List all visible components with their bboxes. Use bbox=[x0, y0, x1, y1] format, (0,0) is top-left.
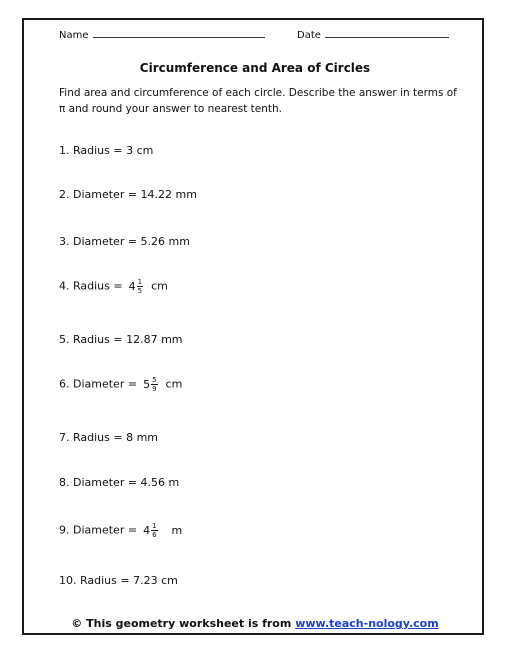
problem-9-denominator: 6 bbox=[152, 531, 157, 539]
problem-4-unit: cm bbox=[151, 279, 168, 293]
problem-2: 2. Diameter = 14.22 mm bbox=[59, 188, 197, 201]
teach-nology-link[interactable]: www.teach-nology.com bbox=[295, 617, 439, 630]
problem-9-prefix: 9. Diameter = bbox=[59, 523, 138, 537]
problem-9-unit: m bbox=[171, 523, 183, 537]
problem-4-numerator: 1 bbox=[137, 278, 143, 286]
problem-5: 5. Radius = 12.87 mm bbox=[59, 333, 183, 346]
problem-4-fraction bbox=[137, 278, 143, 295]
problem-6 bbox=[59, 376, 182, 393]
problem-9 bbox=[59, 522, 182, 539]
problem-9-whole: 4 bbox=[143, 523, 151, 537]
name-blank-line bbox=[93, 37, 265, 38]
problem-8: 8. Diameter = 4.56 m bbox=[59, 476, 180, 489]
problem-1: 1. Radius = 3 cm bbox=[59, 144, 154, 157]
problem-4 bbox=[59, 278, 168, 295]
name-label: Name bbox=[59, 30, 89, 41]
date-label: Date bbox=[297, 30, 321, 41]
name-field bbox=[59, 30, 265, 41]
problem-6-denominator: 9 bbox=[152, 385, 157, 393]
problem-3: 3. Diameter = 5.26 mm bbox=[59, 235, 190, 248]
problem-6-fraction bbox=[151, 376, 157, 393]
problem-9-numerator: 1 bbox=[152, 522, 157, 530]
problem-6-unit: cm bbox=[165, 377, 183, 391]
problem-6-whole: 5 bbox=[143, 377, 151, 391]
problem-7: 7. Radius = 8 mm bbox=[59, 431, 159, 444]
problem-6-numerator: 5 bbox=[152, 376, 157, 384]
problem-4-whole: 4 bbox=[128, 279, 136, 293]
problem-4-denominator: 5 bbox=[137, 287, 143, 295]
instructions: Find area and circumference of each circle. Describe the answer in terms of π and round your answer to nearest tenth. bbox=[59, 87, 457, 115]
footer-text: © This geometry worksheet is from bbox=[71, 617, 292, 630]
problem-9-fraction bbox=[151, 522, 157, 539]
problem-6-prefix: 6. Diameter = bbox=[59, 377, 138, 391]
date-blank-line bbox=[325, 37, 449, 38]
date-field bbox=[297, 30, 449, 41]
problem-4-prefix: 4. Radius = bbox=[59, 279, 123, 293]
worksheet-title: Circumference and Area of Circles bbox=[139, 61, 371, 75]
footer bbox=[0, 617, 510, 630]
problem-10: 10. Radius = 7.23 cm bbox=[59, 574, 178, 587]
